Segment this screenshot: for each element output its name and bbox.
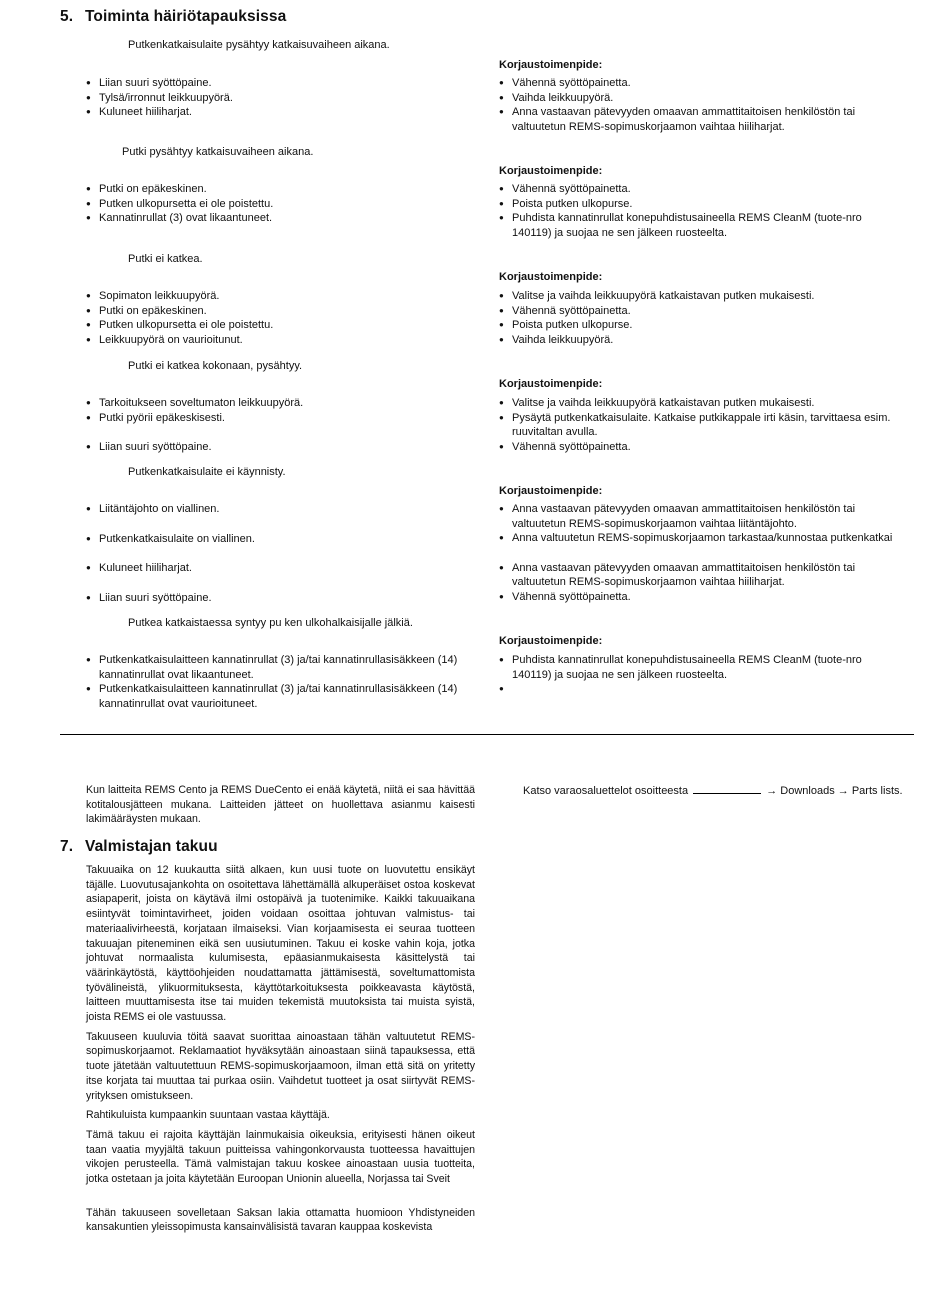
remedy-list-5 <box>499 502 914 605</box>
cause-item: ● Tarkoitukseen soveltumaton leikkuupyörä. <box>86 396 486 411</box>
remedy-item: ● Anna vastaavan pätevyyden omaavan ammattitaitoisen henkilöstön tai valtuutetun REMS-sopimuskorjaamon vaihtaa hiiliharjat. <box>499 105 904 134</box>
cause-item: ● Leikkuupyörä on vaurioitunut. <box>86 333 486 348</box>
url-blank <box>693 783 761 794</box>
remedy-item <box>499 682 894 697</box>
cause-list-6 <box>86 653 478 711</box>
remedy-heading-1: Korjaustoimenpide: <box>499 59 603 71</box>
fault-title-5: Putkenkatkaisulaite ei käynnisty. <box>128 466 286 478</box>
remedy-item: ● Anna vastaavan pätevyyden omaavan ammattitaitoisen henkilöstön tai valtuutetun REMS-sopimuskorjaamon vaihtaa hiiliharjat. <box>499 561 884 590</box>
cause-item: ● Liian suuri syöttöpaine. <box>86 76 486 91</box>
cause-item: ● Kannatinrullat (3) ovat likaantuneet. <box>86 211 486 226</box>
remedy-list-2 <box>499 182 899 240</box>
remedy-item: ● Anna valtuutetun REMS-sopimuskorjaamon tarkastaa/kunnostaa putkenkatkai <box>499 531 914 546</box>
remedy-heading-3: Korjaustoimenpide: <box>499 271 603 283</box>
fault-title-3: Putki ei katkea. <box>128 253 203 265</box>
remedy-item: ● Vaihda leikkuupyörä. <box>499 333 904 348</box>
remedy-item: ● Vaihda leikkuupyörä. <box>499 91 904 106</box>
remedy-item: ● Vähennä syöttöpainetta. <box>499 182 899 197</box>
warranty-paragraph: Tämä takuu ei rajoita käyttäjän lainmukaisia oikeuksia, erityisesti hänen oikeut taan vaatia myyjältä takuun puitteissa vahingonkorvausta tuotteessa havaittujen vikojen perusteella. Tämä valmistajan takuu koskee ainoastaan uusia tuotteita, jotka ostetaan ja joita käytetään Euroopan Unionin alueella, Norjassa tai Sveit <box>86 1128 475 1186</box>
remedy-item: ● Vähennä syöttöpainetta. <box>499 590 914 605</box>
disposal-section <box>86 783 475 827</box>
remedy-list-6 <box>499 653 894 697</box>
cause-list-2 <box>86 182 486 226</box>
remedy-item: ● Poista putken ulkopurse. <box>499 197 899 212</box>
cause-item: ● Putkenkatkaisulaitteen kannatinrullat (3) ja/tai kannatinrullasisäkkeen (14) kannatinrullat ovat likaantuneet. <box>86 653 478 682</box>
remedy-heading-2: Korjaustoimenpide: <box>499 165 603 177</box>
section-5-number: 5. <box>60 8 74 25</box>
disposal-text: Kun laitteita REMS Cento ja REMS DueCento ei enää käytetä, niitä ei saa hävittää kotitalousjätteen mukana. Laitteiden jätteet on huollettava asianmu kaisesti lakimääräysten mukaan. <box>86 784 475 826</box>
remedy-item: ● Vähennä syöttöpainetta. <box>499 76 904 91</box>
cause-item: ● Putkenkatkaisulaitteen kannatinrullat (3) ja/tai kannatinrullasisäkkeen (14) kannatinrullat ovat vaurioituneet. <box>86 682 478 711</box>
remedy-item: ● Anna vastaavan pätevyyden omaavan ammattitaitoisen henkilöstön tai valtuutetun REMS-sopimuskorjaamon vaihtaa liitäntäjohto. <box>499 502 884 531</box>
warranty-paragraph: Takuuaika on 12 kuukautta siitä alkaen, kun uusi tuote on luovutettu ensikäyt täjälle. Luovutusajankohta on osoitettava lähettämällä alkuperäiset ostoa koskevat asiapaperit, joista on käytävä ilmi ostopäivä ja tuotenimike. Kaikki takuuaikana esiintyvät toimintavirheet, joiden voidaan osoittaa johtuvan valmistus- tai materiaalivirheestä, korjataan ilmaiseksi. Vian korjaamisesta ei seuraa tuotteen takuuajan piteneminen eikä sen uusiutuminen. Takuu ei koske vahin koja, jotka johtuvat normaalista kulumisesta, epäasianmukaisesta käsittelystä tai väärinkäytöstä, käyttöohjeiden noudattamatta jättämisestä, soveltumattomista työvälineistä, ylikuormituksesta, käyttötarkoituksesta poikkeavasta käytöstä, laitteen muuttamisesta itse tai muiden tekemistä muutoksista tai muista syistä, joista REMS ei ole vastuussa. <box>86 864 475 1024</box>
remedy-item: ● Puhdista kannatinrullat konepuhdistusaineella REMS CleanM (tuote-nro 140119) ja suojaa ne sen jälkeen ruosteelta. <box>499 211 899 240</box>
section-7-title: Valmistajan takuu <box>85 838 218 855</box>
section-5-heading <box>60 8 286 26</box>
cause-item: ● Putkenkatkaisulaite on viallinen. <box>86 532 486 547</box>
cause-item: ● Putki on epäkeskinen. <box>86 304 486 319</box>
remedy-heading-4: Korjaustoimenpide: <box>499 378 603 390</box>
cause-item: ● Kuluneet hiiliharjat. <box>86 561 486 576</box>
section-5-title: Toiminta häiriötapauksissa <box>85 8 287 25</box>
remedy-heading-5: Korjaustoimenpide: <box>499 485 603 497</box>
cause-item: ● Putken ulkopursetta ei ole poistettu. <box>86 197 486 212</box>
cause-list-3 <box>86 289 486 347</box>
remedy-list-1 <box>499 76 904 134</box>
cause-item: ● Putki on epäkeskinen. <box>86 182 486 197</box>
section-7-heading <box>60 838 218 856</box>
remedy-item: ● Pysäytä putkenkatkaisulaite. Katkaise putkikappale irti käsin, tarvittaesa esim. ruuvitaltan avulla. <box>499 411 909 440</box>
remedy-item: ● Valitse ja vaihda leikkuupyörä katkaistavan putken mukaisesti. <box>499 396 909 411</box>
remedy-list-3 <box>499 289 904 347</box>
spare-parts-path: → Downloads → Parts lists. <box>766 785 903 797</box>
fault-title-1: Putkenkatkaisulaite pysähtyy katkaisuvaiheen aikana. <box>128 39 390 51</box>
fault-title-4: Putki ei katkea kokonaan, pysähtyy. <box>128 360 303 372</box>
section-divider <box>60 734 914 735</box>
warranty-paragraph: Tähän takuuseen sovelletaan Saksan lakia ottamatta huomioon Yhdistyneiden kansakuntien yleissopimusta kansainvälisistä tavaran kauppaa koskevista <box>86 1206 475 1234</box>
cause-item: ● Liitäntäjohto on viallinen. <box>86 502 486 517</box>
cause-item: ● Kuluneet hiiliharjat. <box>86 105 486 120</box>
remedy-item: ● Puhdista kannatinrullat konepuhdistusaineella REMS CleanM (tuote-nro 140119) ja suojaa ne sen jälkeen ruosteelta. <box>499 653 894 682</box>
warranty-body <box>86 863 475 1235</box>
remedy-item: ● Vähennä syöttöpainetta. <box>499 304 904 319</box>
cause-list-5 <box>86 502 486 605</box>
cause-item: ● Tylsä/irronnut leikkuupyörä. <box>86 91 486 106</box>
spare-parts-text: Katso varaosaluettelot osoitteesta <box>523 785 689 797</box>
warranty-paragraph: Takuuseen kuuluvia töitä saavat suorittaa ainoastaan tähän valtuutetut REMS-sopimuskorjaamot. Reklamaatiot hyväksytään ainoastaan siinä tapauksessa, että tuote jätetään valtuutettuun REMS-sopimuskorjaamoon, ilman että sitä on yritetty itse korjata tai muuttaa tai purkaa osiin. Vaihdetut tuotteet ja osat siirtyvät REMS-yrityksen omistukseen. <box>86 1030 475 1102</box>
cause-item: ● Liian suuri syöttöpaine. <box>86 440 486 455</box>
remedy-list-4 <box>499 396 909 454</box>
remedy-item: ● Vähennä syöttöpainetta. <box>499 440 909 455</box>
cause-item: ● Putken ulkopursetta ei ole poistettu. <box>86 318 486 333</box>
section-7-number: 7. <box>60 838 74 855</box>
remedy-heading-6: Korjaustoimenpide: <box>499 635 603 647</box>
cause-item: ● Liian suuri syöttöpaine. <box>86 591 486 606</box>
cause-list-4 <box>86 396 486 455</box>
warranty-paragraph: Rahtikuluista kumpaankin suuntaan vastaa käyttäjä. <box>86 1109 330 1122</box>
remedy-item: ● Poista putken ulkopurse. <box>499 318 904 333</box>
fault-title-2: Putki pysähtyy katkaisuvaiheen aikana. <box>122 146 314 158</box>
fault-title-6: Putkea katkaistaessa syntyy pu ken ulkohalkaisijalle jälkiä. <box>128 617 413 629</box>
cause-item: ● Putki pyörii epäkeskisesti. <box>86 411 486 426</box>
remedy-item: ● Valitse ja vaihda leikkuupyörä katkaistavan putken mukaisesti. <box>499 289 904 304</box>
cause-list-1 <box>86 76 486 120</box>
spare-parts-reference <box>523 783 903 799</box>
cause-item: ● Sopimaton leikkuupyörä. <box>86 289 486 304</box>
